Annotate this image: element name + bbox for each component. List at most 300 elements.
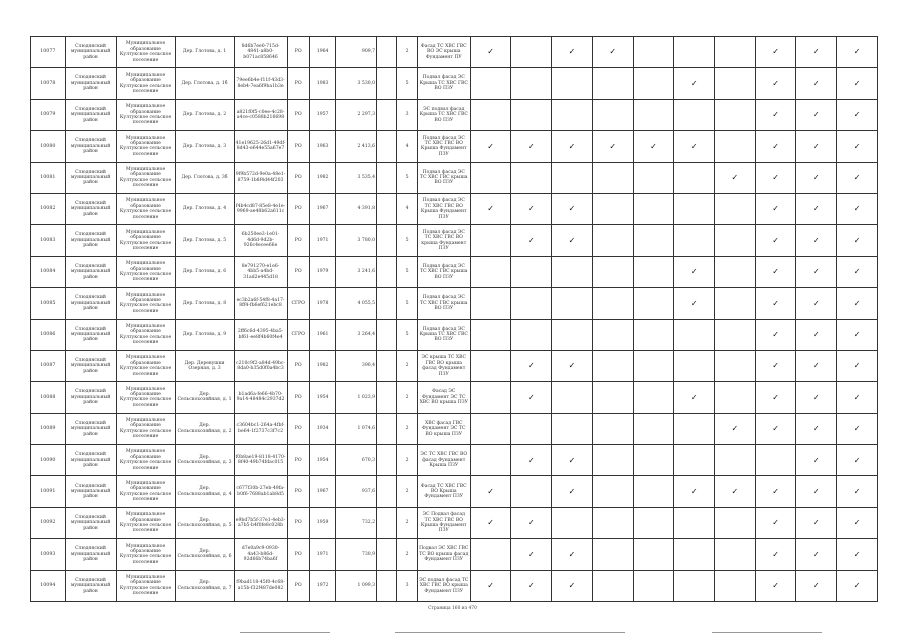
work-check-cell-10: ✓ bbox=[837, 131, 878, 162]
area-cell: 1 023,9 bbox=[336, 382, 377, 413]
work-check-cell-5 bbox=[633, 319, 674, 350]
floors-cell: 2 bbox=[397, 445, 417, 476]
work-check-cell-8: ✓ bbox=[755, 507, 796, 538]
settlement-cell: Муниципальное образование Култукское сельское поселение bbox=[116, 288, 175, 319]
address-cell: Дер. Деревушки Озерная, д. 3 bbox=[175, 350, 234, 381]
work-check-cell-8: ✓ bbox=[755, 193, 796, 224]
management-form-cell: РО bbox=[287, 37, 309, 68]
settlement-cell: Муниципальное образование Култукское сельское поселение bbox=[116, 350, 175, 381]
footer-rule-right bbox=[712, 632, 822, 633]
work-check-cell-7 bbox=[715, 382, 756, 413]
work-check-cell-4: ✓ bbox=[592, 37, 633, 68]
management-form-cell: РО bbox=[287, 68, 309, 99]
row-number-cell: 10078 bbox=[31, 68, 66, 99]
floors-cell: 2 bbox=[397, 507, 417, 538]
work-check-cell-6 bbox=[674, 37, 715, 68]
fias-code-cell: b1ad6a-fe66-4b70-9a14-48484c2937d2 bbox=[234, 382, 287, 413]
fias-code-cell: ec3b2a6f-54f8-4a17-8ff4-fb6ef621ebc8 bbox=[234, 288, 287, 319]
area-cell: 670,3 bbox=[336, 445, 377, 476]
work-check-cell-5 bbox=[633, 476, 674, 507]
work-check-cell-4 bbox=[592, 319, 633, 350]
district-cell: Слюдянский муниципальный район bbox=[65, 288, 116, 319]
work-check-cell-9: ✓ bbox=[796, 413, 837, 444]
work-check-cell-8: ✓ bbox=[755, 350, 796, 381]
work-check-cell-5 bbox=[633, 445, 674, 476]
work-check-cell-8: ✓ bbox=[755, 256, 796, 287]
work-check-cell-1 bbox=[470, 225, 511, 256]
address-cell: Дер. Глотова, д. 3 bbox=[175, 131, 234, 162]
work-check-cell-10: ✓ bbox=[837, 256, 878, 287]
work-check-cell-8: ✓ bbox=[755, 162, 796, 193]
table-row bbox=[31, 68, 878, 99]
work-check-cell-1 bbox=[470, 445, 511, 476]
work-check-cell-10: ✓ bbox=[837, 350, 878, 381]
work-check-cell-4 bbox=[592, 193, 633, 224]
works-list-cell: Подвал фасад ЭС ТС ХВС ГВС крыша ВО ПЗУ bbox=[417, 162, 470, 193]
build-year-cell: 1971 bbox=[309, 539, 335, 570]
build-year-cell: 1971 bbox=[309, 225, 335, 256]
work-check-cell-4 bbox=[592, 350, 633, 381]
settlement-cell: Муниципальное образование Култукское сельское поселение bbox=[116, 225, 175, 256]
footer-rule-left bbox=[240, 632, 330, 633]
work-check-cell-5 bbox=[633, 570, 674, 601]
settlement-cell: Муниципальное образование Култукское сельское поселение bbox=[116, 413, 175, 444]
management-form-cell: РО bbox=[287, 256, 309, 287]
table-row bbox=[31, 319, 878, 350]
work-check-cell-6 bbox=[674, 350, 715, 381]
work-check-cell-4 bbox=[592, 68, 633, 99]
work-check-cell-6: ✓ bbox=[674, 68, 715, 99]
address-cell: Дер. Сельскохозяйная, д. 6 bbox=[175, 539, 234, 570]
fias-code-cell: 41e19625-26d1-49df-8d43-e644e55a67e7 bbox=[234, 131, 287, 162]
fias-code-cell: c677f30b-27eb-49fa-b0f6-7688ab1ab8d5 bbox=[234, 476, 287, 507]
works-list-cell: Подвал фасад ЭС ТС ХВС ГВС ВО крыша Фундамент ПЗУ bbox=[417, 225, 470, 256]
table-body bbox=[31, 37, 878, 602]
district-cell: Слюдянский муниципальный район bbox=[65, 476, 116, 507]
address-cell: Дер. Сельскохозяйная, д. 5 bbox=[175, 507, 234, 538]
management-form-cell: РО bbox=[287, 162, 309, 193]
floors-cell: 3 bbox=[397, 570, 417, 601]
work-check-cell-5 bbox=[633, 350, 674, 381]
blank-cell bbox=[377, 68, 397, 99]
work-check-cell-1: ✓ bbox=[470, 476, 511, 507]
address-cell: Дер. Глотова, д. 8 bbox=[175, 288, 234, 319]
row-number-cell: 10092 bbox=[31, 507, 66, 538]
works-list-cell: Фасад ТС ХВС ГВС ВО Крыша Фундамент ПЗУ bbox=[417, 476, 470, 507]
settlement-cell: Муниципальное образование Култукское сельское поселение bbox=[116, 382, 175, 413]
work-check-cell-10: ✓ bbox=[837, 570, 878, 601]
floors-cell: 2 bbox=[397, 476, 417, 507]
work-check-cell-8: ✓ bbox=[755, 99, 796, 130]
floors-cell: 2 bbox=[397, 382, 417, 413]
work-check-cell-6 bbox=[674, 507, 715, 538]
work-check-cell-4 bbox=[592, 162, 633, 193]
blank-cell bbox=[377, 99, 397, 130]
build-year-cell: 1964 bbox=[309, 37, 335, 68]
row-number-cell: 10094 bbox=[31, 570, 66, 601]
work-check-cell-7 bbox=[715, 445, 756, 476]
works-list-cell: ЭС Подвал фасад ТС ХВС ГВС ВО Крыша Фундамент ПЗУ bbox=[417, 507, 470, 538]
district-cell: Слюдянский муниципальный район bbox=[65, 350, 116, 381]
management-form-cell: РО bbox=[287, 507, 309, 538]
work-check-cell-7 bbox=[715, 507, 756, 538]
blank-cell bbox=[377, 382, 397, 413]
settlement-cell: Муниципальное образование Култукское сельское поселение bbox=[116, 319, 175, 350]
work-check-cell-10: ✓ bbox=[837, 225, 878, 256]
works-list-cell: Подвал фасад ЭС ТС ХВС ГВС ВО Крыша Фундамент ПЗУ bbox=[417, 193, 470, 224]
work-check-cell-10: ✓ bbox=[837, 319, 878, 350]
fias-code-cell: e9bd7b5f-37e1-4eb3-a7b5-b4f0fe8c028b bbox=[234, 507, 287, 538]
work-check-cell-2: ✓ bbox=[511, 193, 552, 224]
work-check-cell-3 bbox=[552, 413, 593, 444]
district-cell: Слюдянский муниципальный район bbox=[65, 256, 116, 287]
work-check-cell-6 bbox=[674, 193, 715, 224]
settlement-cell: Муниципальное образование Култукское сельское поселение bbox=[116, 37, 175, 68]
table-row bbox=[31, 256, 878, 287]
area-cell: 1 074,6 bbox=[336, 413, 377, 444]
work-check-cell-4 bbox=[592, 288, 633, 319]
district-cell: Слюдянский муниципальный район bbox=[65, 162, 116, 193]
work-check-cell-10: ✓ bbox=[837, 37, 878, 68]
work-check-cell-3: ✓ bbox=[552, 539, 593, 570]
work-check-cell-3 bbox=[552, 507, 593, 538]
area-cell: 3 535,4 bbox=[336, 162, 377, 193]
work-check-cell-3: ✓ bbox=[552, 37, 593, 68]
work-check-cell-7 bbox=[715, 99, 756, 130]
area-cell: 909,7 bbox=[336, 37, 377, 68]
work-check-cell-10: ✓ bbox=[837, 288, 878, 319]
work-check-cell-9: ✓ bbox=[796, 131, 837, 162]
row-number-cell: 10084 bbox=[31, 256, 66, 287]
management-form-cell: РО bbox=[287, 382, 309, 413]
work-check-cell-5 bbox=[633, 68, 674, 99]
row-number-cell: 10085 bbox=[31, 288, 66, 319]
work-check-cell-7 bbox=[715, 131, 756, 162]
district-cell: Слюдянский муниципальный район bbox=[65, 539, 116, 570]
area-cell: 2 413,6 bbox=[336, 131, 377, 162]
table-row bbox=[31, 288, 878, 319]
work-check-cell-9: ✓ bbox=[796, 382, 837, 413]
work-check-cell-2: ✓ bbox=[511, 570, 552, 601]
build-year-cell: 1978 bbox=[309, 288, 335, 319]
work-check-cell-2: ✓ bbox=[511, 445, 552, 476]
work-check-cell-3: ✓ bbox=[552, 476, 593, 507]
work-check-cell-4 bbox=[592, 539, 633, 570]
work-check-cell-8: ✓ bbox=[755, 288, 796, 319]
works-list-cell: ЭС крыша ТС ХВС ГВС ВО крыша фасад Фундамент ПЗУ bbox=[417, 350, 470, 381]
work-check-cell-4 bbox=[592, 445, 633, 476]
work-check-cell-4 bbox=[592, 570, 633, 601]
floors-cell: 5 bbox=[397, 288, 417, 319]
build-year-cell: 1959 bbox=[309, 507, 335, 538]
floors-cell: 3 bbox=[397, 99, 417, 130]
fias-code-cell: c210c9f2-a84d-49bc-8da0-b35d0f0a4bc3 bbox=[234, 350, 287, 381]
address-cell: Дер. Глотова, д. 1б bbox=[175, 68, 234, 99]
work-check-cell-9: ✓ bbox=[796, 256, 837, 287]
work-check-cell-1 bbox=[470, 350, 511, 381]
settlement-cell: Муниципальное образование Култукское сельское поселение bbox=[116, 193, 175, 224]
floors-cell: 5 bbox=[397, 68, 417, 99]
work-check-cell-9: ✓ bbox=[796, 225, 837, 256]
area-cell: 4 391,8 bbox=[336, 193, 377, 224]
work-check-cell-5 bbox=[633, 162, 674, 193]
work-check-cell-9: ✓ bbox=[796, 319, 837, 350]
management-form-cell: РО bbox=[287, 99, 309, 130]
works-list-cell: ЭС ТС ХВС ГВС ВО фасад Фундамент Крыша ПЗУ bbox=[417, 445, 470, 476]
blank-cell bbox=[377, 413, 397, 444]
management-form-cell: РО bbox=[287, 193, 309, 224]
work-check-cell-3 bbox=[552, 288, 593, 319]
build-year-cell: 1957 bbox=[309, 99, 335, 130]
work-check-cell-1: ✓ bbox=[470, 570, 511, 601]
district-cell: Слюдянский муниципальный район bbox=[65, 68, 116, 99]
work-check-cell-7 bbox=[715, 256, 756, 287]
work-check-cell-2: ✓ bbox=[511, 131, 552, 162]
fias-code-cell: 79ee6b4e-f11f-43d3-8eb4-7ea6f9ba1b3e bbox=[234, 68, 287, 99]
work-check-cell-1 bbox=[470, 68, 511, 99]
work-check-cell-3: ✓ bbox=[552, 193, 593, 224]
work-check-cell-9: ✓ bbox=[796, 445, 837, 476]
build-year-cell: 1961 bbox=[309, 319, 335, 350]
work-check-cell-4 bbox=[592, 382, 633, 413]
work-check-cell-2 bbox=[511, 413, 552, 444]
work-check-cell-1: ✓ bbox=[470, 131, 511, 162]
area-cell: 4 055,5 bbox=[336, 288, 377, 319]
area-cell: 3 780,0 bbox=[336, 225, 377, 256]
settlement-cell: Муниципальное образование Култукское сельское поселение bbox=[116, 256, 175, 287]
work-check-cell-7 bbox=[715, 68, 756, 99]
work-check-cell-3 bbox=[552, 68, 593, 99]
work-check-cell-3: ✓ bbox=[552, 350, 593, 381]
table-row bbox=[31, 413, 878, 444]
row-number-cell: 10087 bbox=[31, 350, 66, 381]
housing-register-table bbox=[30, 36, 878, 602]
work-check-cell-10: ✓ bbox=[837, 445, 878, 476]
row-number-cell: 10077 bbox=[31, 37, 66, 68]
work-check-cell-6: ✓ bbox=[674, 288, 715, 319]
floors-cell: 5 bbox=[397, 256, 417, 287]
district-cell: Слюдянский муниципальный район bbox=[65, 507, 116, 538]
work-check-cell-9: ✓ bbox=[796, 507, 837, 538]
works-list-cell: Подвал фасад ЭС ТС ХВС ГВС ВО Крыша Фундамент ПЗУ bbox=[417, 131, 470, 162]
district-cell: Слюдянский муниципальный район bbox=[65, 413, 116, 444]
row-number-cell: 10093 bbox=[31, 539, 66, 570]
work-check-cell-10: ✓ bbox=[837, 193, 878, 224]
work-check-cell-10: ✓ bbox=[837, 99, 878, 130]
blank-cell bbox=[377, 539, 397, 570]
fias-code-cell: 8e791270-e1e6-4bb5-a4bd-31ad2e445d18 bbox=[234, 256, 287, 287]
build-year-cell: 1982 bbox=[309, 162, 335, 193]
works-list-cell: Фасад ТС ХВС ГВС ВО ЭС крыша Фундамент ПУ bbox=[417, 37, 470, 68]
table-row bbox=[31, 225, 878, 256]
work-check-cell-5 bbox=[633, 193, 674, 224]
management-form-cell: РО bbox=[287, 570, 309, 601]
work-check-cell-7 bbox=[715, 225, 756, 256]
address-cell: Дер. Сельскохозяйная, д. 7 bbox=[175, 570, 234, 601]
work-check-cell-7 bbox=[715, 288, 756, 319]
settlement-cell: Муниципальное образование Култукское сельское поселение bbox=[116, 507, 175, 538]
management-form-cell: РО bbox=[287, 413, 309, 444]
floors-cell: 2 bbox=[397, 350, 417, 381]
settlement-cell: Муниципальное образование Култукское сельское поселение bbox=[116, 539, 175, 570]
work-check-cell-1 bbox=[470, 288, 511, 319]
row-number-cell: 10083 bbox=[31, 225, 66, 256]
work-check-cell-9: ✓ bbox=[796, 68, 837, 99]
table-row bbox=[31, 162, 878, 193]
footer-rule-center bbox=[395, 632, 625, 633]
floors-cell: 4 bbox=[397, 131, 417, 162]
build-year-cell: 1972 bbox=[309, 570, 335, 601]
work-check-cell-2 bbox=[511, 256, 552, 287]
fias-code-cell: 9f9b572d-9e0a-48e1-8759-1b8f4d44f203 bbox=[234, 162, 287, 193]
address-cell: Дер. Глотова, д. 9 bbox=[175, 319, 234, 350]
work-check-cell-6: ✓ bbox=[674, 256, 715, 287]
fias-code-cell: 8d6b7ee0-715d-4841-a8b0-b071ac858646 bbox=[234, 37, 287, 68]
work-check-cell-9: ✓ bbox=[796, 162, 837, 193]
row-number-cell: 10086 bbox=[31, 319, 66, 350]
row-number-cell: 10081 bbox=[31, 162, 66, 193]
work-check-cell-6 bbox=[674, 99, 715, 130]
work-check-cell-8: ✓ bbox=[755, 570, 796, 601]
management-form-cell: РО bbox=[287, 350, 309, 381]
area-cell: 1 099,3 bbox=[336, 570, 377, 601]
work-check-cell-5: ✓ bbox=[633, 131, 674, 162]
work-check-cell-8 bbox=[755, 445, 796, 476]
row-number-cell: 10079 bbox=[31, 99, 66, 130]
work-check-cell-9: ✓ bbox=[796, 539, 837, 570]
management-form-cell: СГРО bbox=[287, 319, 309, 350]
work-check-cell-1: ✓ bbox=[470, 193, 511, 224]
work-check-cell-6: ✓ bbox=[674, 382, 715, 413]
area-cell: 3 530,0 bbox=[336, 68, 377, 99]
work-check-cell-10: ✓ bbox=[837, 162, 878, 193]
works-list-cell: ЭС подвал фасад Крыша ТС ХВС ГВС ВО ПЗУ bbox=[417, 99, 470, 130]
district-cell: Слюдянский муниципальный район bbox=[65, 319, 116, 350]
work-check-cell-6 bbox=[674, 570, 715, 601]
blank-cell bbox=[377, 445, 397, 476]
address-cell: Дер. Сельскохозяйная, д. 2 bbox=[175, 413, 234, 444]
work-check-cell-3: ✓ bbox=[552, 570, 593, 601]
management-form-cell: РО bbox=[287, 225, 309, 256]
area-cell: 3 264,4 bbox=[336, 319, 377, 350]
work-check-cell-8: ✓ bbox=[755, 37, 796, 68]
address-cell: Дер. Глотова, д. 4 bbox=[175, 193, 234, 224]
area-cell: 730,9 bbox=[336, 539, 377, 570]
blank-cell bbox=[377, 570, 397, 601]
floors-cell: 5 bbox=[397, 225, 417, 256]
blank-cell bbox=[377, 350, 397, 381]
work-check-cell-6 bbox=[674, 445, 715, 476]
area-cell: 390,4 bbox=[336, 350, 377, 381]
settlement-cell: Муниципальное образование Култукское сельское поселение bbox=[116, 476, 175, 507]
work-check-cell-4 bbox=[592, 507, 633, 538]
floors-cell: 4 bbox=[397, 193, 417, 224]
build-year-cell: 1979 bbox=[309, 256, 335, 287]
table-row bbox=[31, 507, 878, 538]
work-check-cell-7: ✓ bbox=[715, 413, 756, 444]
work-check-cell-9: ✓ bbox=[796, 99, 837, 130]
work-check-cell-5 bbox=[633, 507, 674, 538]
table-row bbox=[31, 382, 878, 413]
address-cell: Дер. Сельскохозяйная, д. 4 bbox=[175, 476, 234, 507]
address-cell: Дер. Сельскохозяйная, д. 1 bbox=[175, 382, 234, 413]
floors-cell: 2 bbox=[397, 539, 417, 570]
work-check-cell-9: ✓ bbox=[796, 570, 837, 601]
address-cell: Дер. Глотова, д. 5 bbox=[175, 225, 234, 256]
work-check-cell-9: ✓ bbox=[796, 37, 837, 68]
work-check-cell-4 bbox=[592, 476, 633, 507]
management-form-cell: РО bbox=[287, 539, 309, 570]
work-check-cell-5 bbox=[633, 225, 674, 256]
works-list-cell: Подвал фасад ЭС Крыша ТС ХВС ГВС ВО ПЗУ bbox=[417, 68, 470, 99]
row-number-cell: 10080 bbox=[31, 131, 66, 162]
work-check-cell-9: ✓ bbox=[796, 193, 837, 224]
work-check-cell-5 bbox=[633, 382, 674, 413]
management-form-cell: РО bbox=[287, 131, 309, 162]
district-cell: Слюдянский муниципальный район bbox=[65, 99, 116, 130]
work-check-cell-7: ✓ bbox=[715, 476, 756, 507]
work-check-cell-7 bbox=[715, 37, 756, 68]
settlement-cell: Муниципальное образование Култукское сельское поселение bbox=[116, 570, 175, 601]
settlement-cell: Муниципальное образование Култукское сельское поселение bbox=[116, 162, 175, 193]
build-year-cell: 1954 bbox=[309, 382, 335, 413]
work-check-cell-5 bbox=[633, 413, 674, 444]
management-form-cell: СГРО bbox=[287, 288, 309, 319]
table-row bbox=[31, 193, 878, 224]
area-cell: 937,6 bbox=[336, 476, 377, 507]
district-cell: Слюдянский муниципальный район bbox=[65, 225, 116, 256]
work-check-cell-8: ✓ bbox=[755, 225, 796, 256]
page-number-footer: Страница 160 из 470 bbox=[428, 606, 477, 611]
work-check-cell-3 bbox=[552, 99, 593, 130]
fias-code-cell: f0b8ae19-8118-4170-8f40-49b74fdac015 bbox=[234, 445, 287, 476]
work-check-cell-2 bbox=[511, 288, 552, 319]
table-row bbox=[31, 570, 878, 601]
work-check-cell-6 bbox=[674, 225, 715, 256]
fias-code-cell: d7e0a9c9-0930-4a43-b86d-92d66b74ba6f bbox=[234, 539, 287, 570]
row-number-cell: 10089 bbox=[31, 413, 66, 444]
works-list-cell: ХВС фасад ГВС Фундамент ЭС ТС ВО крыша ПЗУ bbox=[417, 413, 470, 444]
district-cell: Слюдянский муниципальный район bbox=[65, 193, 116, 224]
area-cell: 2 297,3 bbox=[336, 99, 377, 130]
work-check-cell-3 bbox=[552, 256, 593, 287]
district-cell: Слюдянский муниципальный район bbox=[65, 382, 116, 413]
district-cell: Слюдянский муниципальный район bbox=[65, 445, 116, 476]
work-check-cell-2: ✓ bbox=[511, 507, 552, 538]
floors-cell: 2 bbox=[397, 413, 417, 444]
table-row bbox=[31, 350, 878, 381]
blank-cell bbox=[377, 288, 397, 319]
work-check-cell-8: ✓ bbox=[755, 68, 796, 99]
work-check-cell-8: ✓ bbox=[755, 476, 796, 507]
work-check-cell-3 bbox=[552, 319, 593, 350]
row-number-cell: 10088 bbox=[31, 382, 66, 413]
work-check-cell-4 bbox=[592, 99, 633, 130]
work-check-cell-9: ✓ bbox=[796, 350, 837, 381]
work-check-cell-2 bbox=[511, 37, 552, 68]
blank-cell bbox=[377, 476, 397, 507]
area-cell: 732,2 bbox=[336, 507, 377, 538]
blank-cell bbox=[377, 131, 397, 162]
settlement-cell: Муниципальное образование Култукское сельское поселение bbox=[116, 131, 175, 162]
work-check-cell-2: ✓ bbox=[511, 350, 552, 381]
work-check-cell-5 bbox=[633, 288, 674, 319]
works-list-cell: Подвал фасад ЭС ТС ХВС ГВС крыша ВО ПЗУ bbox=[417, 288, 470, 319]
work-check-cell-7: ✓ bbox=[715, 162, 756, 193]
work-check-cell-5 bbox=[633, 539, 674, 570]
work-check-cell-8: ✓ bbox=[755, 382, 796, 413]
address-cell: Дер. Глотова, д. 2 bbox=[175, 99, 234, 130]
